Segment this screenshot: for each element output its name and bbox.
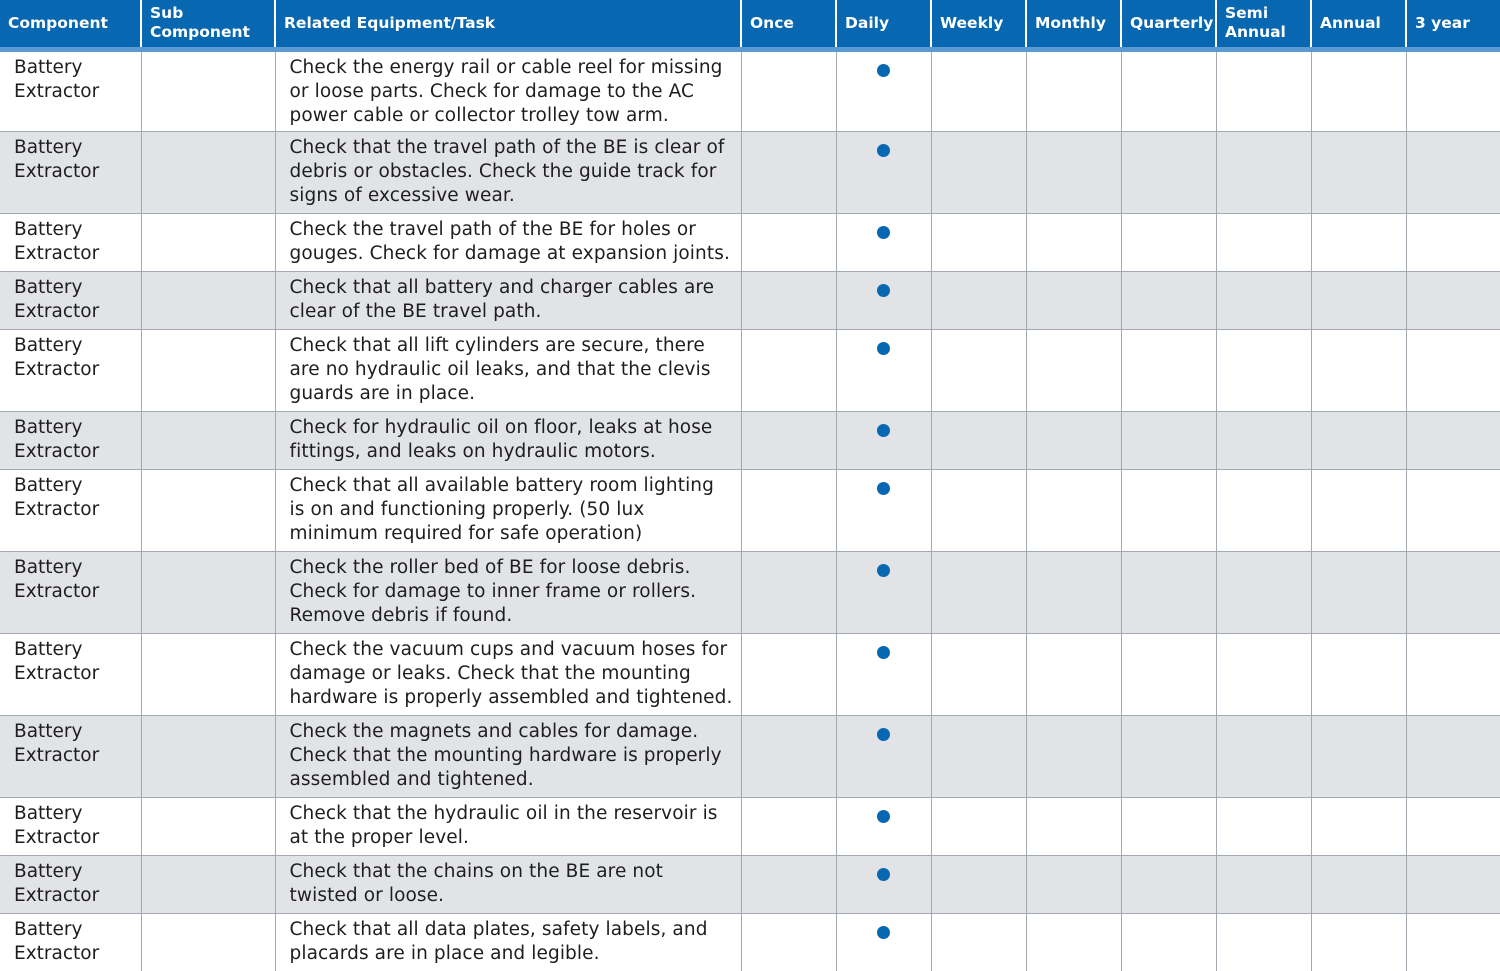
cell-monthly	[1026, 715, 1121, 797]
cell-monthly	[1026, 49, 1121, 131]
cell-monthly	[1026, 551, 1121, 633]
cell-once	[741, 855, 836, 913]
cell-semi-annual	[1216, 797, 1311, 855]
cell-component: Battery Extractor	[0, 855, 141, 913]
cell-semi-annual	[1216, 715, 1311, 797]
cell-semi-annual	[1216, 855, 1311, 913]
cell-once	[741, 633, 836, 715]
cell-component: Battery Extractor	[0, 469, 141, 551]
cell-daily	[836, 411, 931, 469]
cell-once	[741, 271, 836, 329]
table-row	[0, 131, 1500, 213]
frequency-marker-dot	[877, 926, 890, 939]
cell-quarterly	[1121, 633, 1216, 715]
cell-task: Check that all lift cylinders are secure, there are no hydraulic oil leaks, and that the clevis guards are in place.	[275, 329, 741, 411]
cell-task: Check for hydraulic oil on floor, leaks at hose fittings, and leaks on hydraulic motors.	[275, 411, 741, 469]
cell-monthly	[1026, 797, 1121, 855]
col-header-component: Component	[0, 0, 141, 49]
cell-semi-annual	[1216, 271, 1311, 329]
cell-component: Battery Extractor	[0, 49, 141, 131]
frequency-marker-dot	[877, 868, 890, 881]
cell-sub-component	[141, 213, 275, 271]
cell-sub-component	[141, 271, 275, 329]
frequency-marker-dot	[877, 342, 890, 355]
cell-quarterly	[1121, 715, 1216, 797]
col-header-annual: Annual	[1311, 0, 1406, 49]
col-header-task: Related Equipment/Task	[275, 0, 741, 49]
cell-task: Check that the travel path of the BE is clear of debris or obstacles. Check the guide track for signs of excessive wear.	[275, 131, 741, 213]
cell-task: Check that all data plates, safety labels, and placards are in place and legible.	[275, 913, 741, 971]
table-body	[0, 49, 1500, 971]
cell-sub-component	[141, 855, 275, 913]
cell-annual	[1311, 271, 1406, 329]
cell-semi-annual	[1216, 411, 1311, 469]
cell-semi-annual	[1216, 329, 1311, 411]
cell-semi-annual	[1216, 213, 1311, 271]
cell-quarterly	[1121, 797, 1216, 855]
cell-quarterly	[1121, 49, 1216, 131]
cell-sub-component	[141, 551, 275, 633]
cell-daily	[836, 797, 931, 855]
cell-sub-component	[141, 633, 275, 715]
cell-semi-annual	[1216, 633, 1311, 715]
cell-weekly	[931, 329, 1026, 411]
col-header-monthly: Monthly	[1026, 0, 1121, 49]
table-row	[0, 855, 1500, 913]
col-header-sub-component: Sub Component	[141, 0, 275, 49]
cell-daily	[836, 913, 931, 971]
cell-sub-component	[141, 411, 275, 469]
cell-monthly	[1026, 855, 1121, 913]
cell-monthly	[1026, 213, 1121, 271]
frequency-marker-dot	[877, 284, 890, 297]
cell-three-year	[1406, 913, 1500, 971]
cell-daily	[836, 131, 931, 213]
cell-annual	[1311, 633, 1406, 715]
frequency-marker-dot	[877, 64, 890, 77]
table-row	[0, 329, 1500, 411]
cell-annual	[1311, 469, 1406, 551]
cell-annual	[1311, 411, 1406, 469]
cell-three-year	[1406, 797, 1500, 855]
cell-task: Check the magnets and cables for damage. Check that the mounting hardware is properly assembled and tightened.	[275, 715, 741, 797]
cell-once	[741, 797, 836, 855]
cell-daily	[836, 855, 931, 913]
cell-daily	[836, 469, 931, 551]
cell-sub-component	[141, 715, 275, 797]
cell-three-year	[1406, 213, 1500, 271]
cell-semi-annual	[1216, 469, 1311, 551]
cell-three-year	[1406, 131, 1500, 213]
table-row	[0, 213, 1500, 271]
table-row	[0, 551, 1500, 633]
cell-weekly	[931, 633, 1026, 715]
cell-task: Check that all battery and charger cables are clear of the BE travel path.	[275, 271, 741, 329]
cell-once	[741, 469, 836, 551]
cell-three-year	[1406, 411, 1500, 469]
cell-sub-component	[141, 913, 275, 971]
cell-once	[741, 49, 836, 131]
cell-task: Check the roller bed of BE for loose debris. Check for damage to inner frame or rollers. Remove debris if found.	[275, 551, 741, 633]
cell-daily	[836, 49, 931, 131]
cell-daily	[836, 715, 931, 797]
cell-component: Battery Extractor	[0, 411, 141, 469]
cell-three-year	[1406, 715, 1500, 797]
cell-daily	[836, 633, 931, 715]
cell-weekly	[931, 913, 1026, 971]
cell-annual	[1311, 49, 1406, 131]
cell-component: Battery Extractor	[0, 715, 141, 797]
cell-semi-annual	[1216, 913, 1311, 971]
cell-quarterly	[1121, 855, 1216, 913]
cell-sub-component	[141, 469, 275, 551]
cell-quarterly	[1121, 329, 1216, 411]
cell-monthly	[1026, 469, 1121, 551]
table-row	[0, 715, 1500, 797]
frequency-marker-dot	[877, 564, 890, 577]
cell-three-year	[1406, 855, 1500, 913]
table-row	[0, 411, 1500, 469]
frequency-marker-dot	[877, 144, 890, 157]
cell-weekly	[931, 551, 1026, 633]
cell-annual	[1311, 131, 1406, 213]
table-row	[0, 633, 1500, 715]
cell-monthly	[1026, 131, 1121, 213]
cell-once	[741, 715, 836, 797]
cell-annual	[1311, 213, 1406, 271]
cell-sub-component	[141, 49, 275, 131]
table-header	[0, 0, 1500, 49]
cell-monthly	[1026, 271, 1121, 329]
col-header-semi-annual: Semi Annual	[1216, 0, 1311, 49]
cell-three-year	[1406, 551, 1500, 633]
cell-annual	[1311, 797, 1406, 855]
cell-quarterly	[1121, 271, 1216, 329]
cell-component: Battery Extractor	[0, 913, 141, 971]
cell-semi-annual	[1216, 551, 1311, 633]
cell-sub-component	[141, 131, 275, 213]
cell-annual	[1311, 715, 1406, 797]
cell-annual	[1311, 913, 1406, 971]
cell-task: Check the travel path of the BE for holes or gouges. Check for damage at expansion joints.	[275, 213, 741, 271]
cell-monthly	[1026, 633, 1121, 715]
cell-three-year	[1406, 469, 1500, 551]
cell-component: Battery Extractor	[0, 797, 141, 855]
cell-weekly	[931, 271, 1026, 329]
cell-once	[741, 131, 836, 213]
frequency-marker-dot	[877, 424, 890, 437]
cell-quarterly	[1121, 411, 1216, 469]
cell-daily	[836, 271, 931, 329]
cell-weekly	[931, 131, 1026, 213]
cell-weekly	[931, 855, 1026, 913]
cell-component: Battery Extractor	[0, 329, 141, 411]
cell-task: Check that the chains on the BE are not twisted or loose.	[275, 855, 741, 913]
col-header-3-year: 3 year	[1406, 0, 1500, 49]
cell-three-year	[1406, 49, 1500, 131]
cell-daily	[836, 213, 931, 271]
cell-annual	[1311, 855, 1406, 913]
table-row	[0, 469, 1500, 551]
table-row	[0, 271, 1500, 329]
cell-task: Check that the hydraulic oil in the reservoir is at the proper level.	[275, 797, 741, 855]
cell-quarterly	[1121, 213, 1216, 271]
col-header-weekly: Weekly	[931, 0, 1026, 49]
cell-weekly	[931, 797, 1026, 855]
col-header-once: Once	[741, 0, 836, 49]
cell-daily	[836, 329, 931, 411]
cell-quarterly	[1121, 913, 1216, 971]
cell-once	[741, 913, 836, 971]
cell-quarterly	[1121, 131, 1216, 213]
cell-quarterly	[1121, 469, 1216, 551]
cell-component: Battery Extractor	[0, 551, 141, 633]
cell-once	[741, 411, 836, 469]
cell-three-year	[1406, 633, 1500, 715]
cell-once	[741, 213, 836, 271]
cell-once	[741, 551, 836, 633]
cell-three-year	[1406, 271, 1500, 329]
cell-semi-annual	[1216, 131, 1311, 213]
table-row	[0, 49, 1500, 131]
frequency-marker-dot	[877, 482, 890, 495]
col-header-daily: Daily	[836, 0, 931, 49]
cell-weekly	[931, 411, 1026, 469]
cell-daily	[836, 551, 931, 633]
cell-component: Battery Extractor	[0, 131, 141, 213]
cell-weekly	[931, 49, 1026, 131]
frequency-marker-dot	[877, 646, 890, 659]
cell-quarterly	[1121, 551, 1216, 633]
cell-weekly	[931, 469, 1026, 551]
cell-sub-component	[141, 329, 275, 411]
cell-component: Battery Extractor	[0, 633, 141, 715]
cell-sub-component	[141, 797, 275, 855]
cell-three-year	[1406, 329, 1500, 411]
cell-once	[741, 329, 836, 411]
cell-annual	[1311, 329, 1406, 411]
table-row	[0, 913, 1500, 971]
cell-task: Check that all available battery room lighting is on and functioning properly. (50 lux minimum required for safe operation)	[275, 469, 741, 551]
cell-component: Battery Extractor	[0, 271, 141, 329]
cell-monthly	[1026, 411, 1121, 469]
cell-semi-annual	[1216, 49, 1311, 131]
cell-task: Check the vacuum cups and vacuum hoses for damage or leaks. Check that the mounting hardware is properly assembled and tightened.	[275, 633, 741, 715]
frequency-marker-dot	[877, 226, 890, 239]
cell-monthly	[1026, 913, 1121, 971]
cell-task: Check the energy rail or cable reel for missing or loose parts. Check for damage to the AC power cable or collector trolley tow arm.	[275, 49, 741, 131]
table-row	[0, 797, 1500, 855]
cell-weekly	[931, 715, 1026, 797]
cell-annual	[1311, 551, 1406, 633]
col-header-quarterly: Quarterly	[1121, 0, 1216, 49]
frequency-marker-dot	[877, 728, 890, 741]
cell-component: Battery Extractor	[0, 213, 141, 271]
cell-weekly	[931, 213, 1026, 271]
cell-monthly	[1026, 329, 1121, 411]
frequency-marker-dot	[877, 810, 890, 823]
